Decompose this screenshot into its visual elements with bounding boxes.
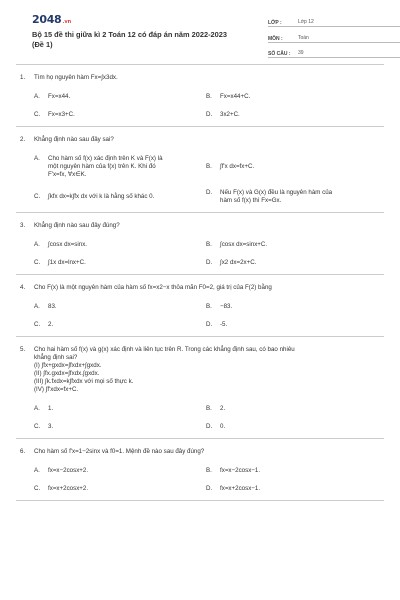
answer-options [16, 303, 384, 329]
question-number: 2. [20, 136, 26, 143]
question-number: 4. [20, 284, 26, 291]
answer-option-a[interactable] [34, 467, 206, 475]
option-text-line: −83. [220, 303, 233, 310]
option-text [48, 111, 206, 119]
option-letter: C. [34, 485, 41, 492]
answer-option-a[interactable] [34, 405, 206, 413]
option-text-line: hàm số f(x) thì Fx=Gx. [220, 197, 282, 204]
answer-option-b[interactable] [206, 155, 378, 179]
option-text-line: ∫1x dx=lnx+C. [48, 259, 86, 266]
answer-option-d[interactable] [206, 111, 378, 119]
title-line: Bộ 15 đề thi giữa kì 2 Toán 12 có đáp án năm 2022-2023 [32, 30, 227, 39]
logo-main-text: 2048 [32, 13, 62, 26]
option-text-line: 3. [48, 423, 54, 430]
question-text [34, 74, 384, 82]
question-text [34, 448, 384, 456]
option-text-line: 0. [220, 423, 226, 430]
option-text-line: Fx=x44+C. [220, 93, 251, 100]
option-text-line: ∫cosx dx=sinx. [48, 241, 88, 248]
question-text [34, 346, 384, 394]
option-letter: A. [34, 405, 40, 412]
option-text [48, 259, 206, 267]
answer-option-c[interactable] [34, 259, 206, 267]
option-text [48, 93, 206, 101]
option-letter: A. [34, 93, 40, 100]
option-letter: C. [34, 193, 41, 200]
option-text [48, 467, 206, 475]
answer-options [16, 93, 384, 119]
answer-options [16, 241, 384, 267]
answer-option-a[interactable] [34, 241, 206, 249]
question-item [16, 213, 384, 275]
option-text-line: 2. [220, 405, 226, 412]
title-line: (Đề 1) [32, 39, 53, 49]
option-letter: C. [34, 259, 41, 266]
option-letter: D. [206, 259, 213, 266]
option-text [48, 321, 206, 329]
option-text [220, 321, 378, 329]
answer-option-c[interactable] [34, 423, 206, 431]
question-number: 5. [20, 346, 26, 353]
option-text [48, 485, 206, 493]
option-text [48, 155, 206, 179]
question-text-line: Cho F(x) là một nguyên hàm của hàm số fx=x2−x thỏa mãn F0=2, giá trị của F(2) bằng [34, 284, 272, 291]
option-letter: C. [34, 423, 41, 430]
answer-option-d[interactable] [206, 423, 378, 431]
question-text [34, 222, 384, 230]
option-text [220, 163, 378, 171]
option-text-line: một nguyên hàm của f(x) trên K. Khi đó [48, 163, 156, 170]
option-letter: A. [34, 467, 40, 474]
answer-option-b[interactable] [206, 405, 378, 413]
answer-option-d[interactable] [206, 259, 378, 267]
option-text [48, 423, 206, 431]
option-letter: A. [34, 155, 40, 162]
option-text-line: fx=x+2cosx−1. [220, 485, 261, 492]
answer-option-b[interactable] [206, 93, 378, 101]
option-text [220, 259, 378, 267]
meta-label: LỚP : [268, 19, 282, 26]
option-letter: A. [34, 241, 40, 248]
option-letter: C. [34, 321, 41, 328]
option-text-line: Cho hàm số f(x) xác định trên K và F(x) là [48, 155, 163, 162]
question-stem [16, 346, 384, 394]
question-item [16, 275, 384, 337]
question-text-line: Cho hàm số f'x=1−2sinx và f0=1. Mệnh đề nào sau đây đúng? [34, 448, 205, 455]
answer-option-c[interactable] [34, 189, 206, 205]
option-letter: B. [206, 93, 212, 100]
question-text-line: (I) ∫fx+gxdx=∫fxdx+∫gxdx. [34, 362, 102, 369]
option-text-line: ∫f'x dx=fx+C. [220, 163, 255, 170]
logo-domain-text: .vn [62, 19, 72, 25]
option-text-line: fx=x+2cosx+2. [48, 485, 89, 492]
question-number: 6. [20, 448, 26, 455]
question-number: 1. [20, 74, 26, 81]
option-letter: D. [206, 485, 213, 492]
option-letter: C. [34, 111, 41, 118]
answer-option-b[interactable] [206, 467, 378, 475]
option-text [220, 111, 378, 119]
question-text-line: (IV) ∫f'xdx=fx+C. [34, 386, 79, 393]
question-stem [16, 222, 384, 230]
option-text-line: 3x2+C. [220, 111, 240, 118]
option-text [220, 405, 378, 413]
option-letter: B. [206, 467, 212, 474]
option-text [48, 193, 206, 201]
question-stem [16, 74, 384, 82]
option-text-line: ∫cosx dx=sinx+C. [220, 241, 268, 248]
option-text [220, 189, 378, 205]
option-letter: D. [206, 321, 213, 328]
option-text-line: Nếu F(x) và G(x) đều là nguyên hàm của [220, 189, 333, 196]
option-text [220, 467, 378, 475]
question-item [16, 127, 384, 213]
question-text-line: khẳng định sai? [34, 354, 78, 361]
option-text [220, 303, 378, 311]
answer-option-a[interactable] [34, 155, 206, 179]
meta-value: Toán [298, 34, 309, 41]
question-list [16, 65, 384, 501]
answer-option-d[interactable] [206, 189, 378, 205]
option-text-line: 1. [48, 405, 54, 412]
option-letter: A. [34, 303, 40, 310]
option-letter: D. [206, 423, 213, 430]
question-item [16, 439, 384, 501]
document-title [32, 30, 262, 49]
option-letter: D. [206, 111, 213, 118]
option-letter: B. [206, 241, 212, 248]
option-letter: B. [206, 405, 212, 412]
option-text [48, 303, 206, 311]
answer-option-a[interactable] [34, 93, 206, 101]
option-text [220, 485, 378, 493]
option-letter: B. [206, 303, 212, 310]
question-text-line: Cho hai hàm số f(x) và g(x) xác định và liên tục trên R. Trong các khẳng định sau, có bao nhiêu [34, 346, 295, 353]
option-text-line: 83. [48, 303, 57, 310]
meta-value: Lớp 12 [298, 18, 314, 25]
question-text-line: (III) ∫k.fxdx=k∫fxdx với mọi số thực k. [34, 378, 134, 385]
option-text [48, 241, 206, 249]
site-logo[interactable] [32, 13, 71, 26]
option-text [48, 405, 206, 413]
option-text-line: Fx=x44. [48, 93, 71, 100]
option-text [220, 241, 378, 249]
answer-options [16, 405, 384, 431]
question-text-line: (II) ∫fx.gxdx=∫fxdx.∫gxdx. [34, 370, 100, 377]
answer-options [16, 467, 384, 493]
question-text-line: Tìm họ nguyên hàm Fx=∫x3dx. [34, 74, 118, 81]
option-text [220, 93, 378, 101]
question-stem [16, 136, 384, 144]
answer-option-c[interactable] [34, 111, 206, 119]
answer-options [16, 155, 384, 205]
question-text-line: Khẳng định nào sau đây sai? [34, 136, 114, 143]
meta-row-count [268, 47, 400, 59]
option-text-line: 2. [48, 321, 54, 328]
option-text-line: ∫x2 dx=2x+C. [220, 259, 257, 266]
option-text-line: ∫kfx dx=k∫fx dx với k là hằng số khác 0. [48, 193, 155, 200]
answer-option-b[interactable] [206, 303, 378, 311]
option-text-line: fx=x−2cosx+2. [48, 467, 89, 474]
option-letter: B. [206, 163, 212, 170]
question-text [34, 284, 384, 292]
question-number: 3. [20, 222, 26, 229]
question-item [16, 337, 384, 439]
answer-option-d[interactable] [206, 321, 378, 329]
question-item [16, 65, 384, 127]
answer-option-d[interactable] [206, 485, 378, 493]
question-stem [16, 448, 384, 456]
meta-value: 39 [298, 50, 304, 57]
answer-option-c[interactable] [34, 321, 206, 329]
option-text-line: -5. [220, 321, 228, 328]
question-text [34, 136, 384, 144]
meta-row-subject [268, 31, 400, 43]
meta-row-class [268, 15, 400, 27]
option-text-line: fx=x−2cosx−1. [220, 467, 261, 474]
option-text [220, 423, 378, 431]
answer-option-c[interactable] [34, 485, 206, 493]
meta-label: MÔN : [268, 35, 283, 42]
answer-option-a[interactable] [34, 303, 206, 311]
question-text-line: Khẳng định nào sau đây đúng? [34, 222, 120, 229]
option-letter: D. [206, 189, 213, 196]
document-header [16, 0, 384, 64]
option-text-line: Fx=x3+C. [48, 111, 75, 118]
option-text-line: F'x=fx, ∀x∈K. [48, 171, 87, 178]
document-meta [268, 15, 400, 62]
question-stem [16, 284, 384, 292]
meta-label: SỐ CÂU : [268, 51, 291, 58]
answer-option-b[interactable] [206, 241, 378, 249]
